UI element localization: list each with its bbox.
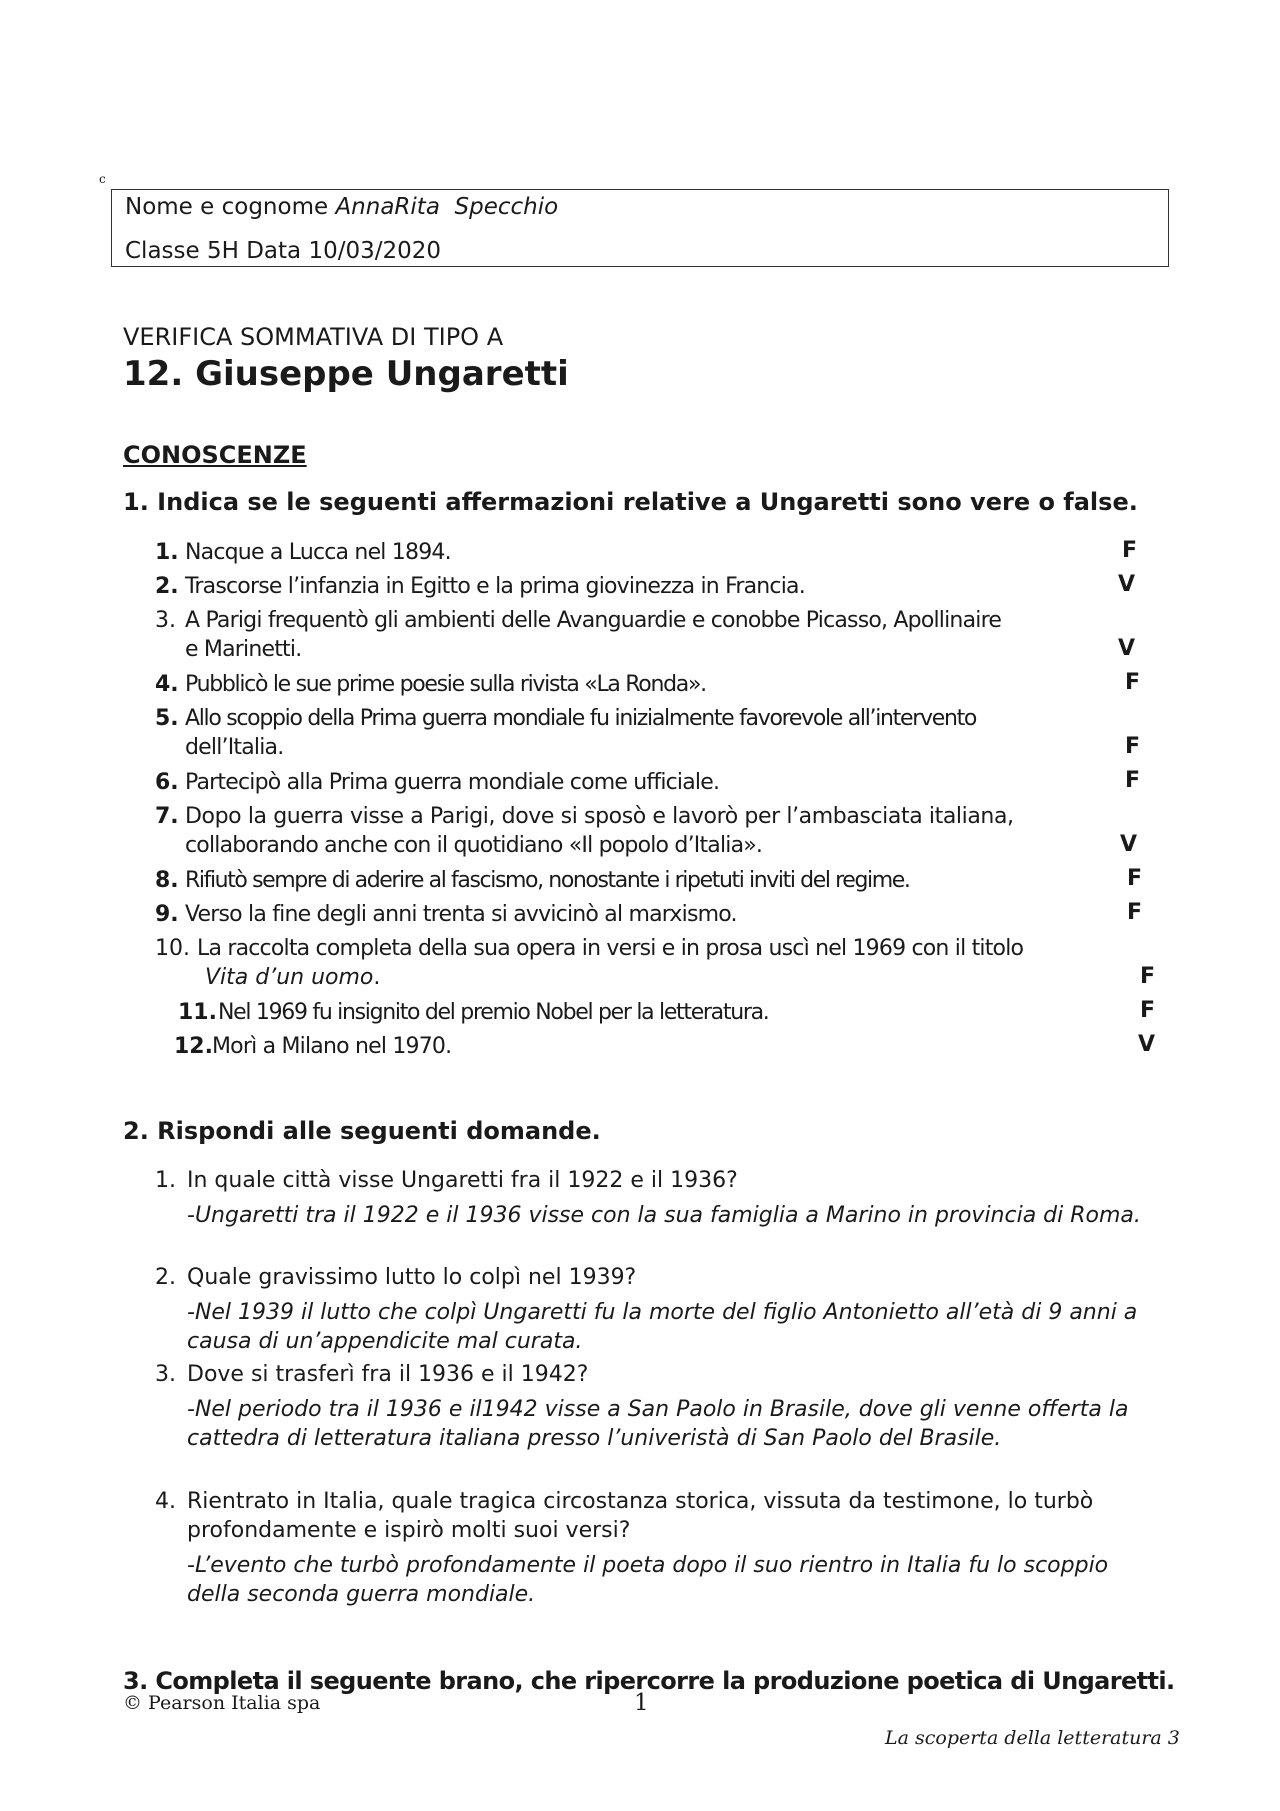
- open-question-answer: -L’evento che turbò profondamente il poeta dopo il suo rientro in Italia fu lo scoppio della seconda guerra mondiale.: [187, 1553, 1109, 1607]
- tf-answer: V: [1138, 1032, 1156, 1057]
- tf-item-text-continued: collaborando anche con il quotidiano «Il popolo d’Italia».: [185, 833, 763, 858]
- tf-item-text: Pubblicò le sue prime poesie sulla rivista «La Ronda».: [185, 672, 706, 697]
- open-question-text: Dove si trasferì fra il 1936 e il 1942?: [187, 1362, 589, 1387]
- student-info-box: [111, 189, 1169, 267]
- tf-answer: F: [1122, 538, 1138, 563]
- tf-item-text-continued: e Marinetti.: [185, 637, 302, 662]
- tf-item-number: 3.: [155, 608, 176, 633]
- name-label: Nome e cognome: [125, 194, 329, 220]
- class-date-line: Classe 5H Data 10/03/2020: [125, 238, 442, 264]
- book-title: La scoperta della letteratura 3: [885, 1727, 1180, 1749]
- tf-item-text: Nel 1969 fu insignito del premio Nobel per la letteratura.: [218, 1000, 769, 1025]
- section-heading-conoscenze: CONOSCENZE: [123, 441, 307, 469]
- open-question-number: 1.: [155, 1168, 176, 1193]
- tf-answer: V: [1118, 572, 1136, 597]
- tf-item-number: 7.: [155, 804, 179, 829]
- tf-answer: F: [1125, 670, 1141, 695]
- tf-item-number: 10.: [155, 936, 190, 961]
- tf-answer: F: [1127, 900, 1143, 925]
- tf-item-number: 1.: [155, 540, 179, 565]
- open-question-text: Rientrato in Italia, quale tragica circostanza storica, vissuta da testimone, lo turbò profondamente e ispirò molti suoi versi?: [187, 1489, 1094, 1543]
- tf-item-text: Dopo la guerra visse a Parigi, dove si sposò e lavorò per l’ambasciata italiana,: [185, 804, 1014, 829]
- tf-item-number: 2.: [155, 574, 179, 599]
- open-question-number: 3.: [155, 1362, 176, 1387]
- page-title: 12. Giuseppe Ungaretti: [123, 354, 569, 394]
- tf-item-number: 12.: [174, 1034, 213, 1059]
- open-question-text: Quale gravissimo lutto lo colpì nel 1939?: [187, 1265, 637, 1290]
- page-number: 1: [634, 1690, 649, 1716]
- name-line: [125, 194, 558, 220]
- tf-answer: F: [1125, 734, 1141, 759]
- tf-item-text: La raccolta completa della sua opera in versi e in prosa uscì nel 1969 con il titolo: [197, 936, 1024, 961]
- tf-item-number: 8.: [155, 868, 179, 893]
- open-question-text: In quale città visse Ungaretti fra il 1922 e il 1936?: [187, 1168, 738, 1193]
- tf-answer: V: [1120, 832, 1138, 857]
- tf-item-number: 5.: [155, 706, 179, 731]
- open-question-answer: -Ungaretti tra il 1922 e il 1936 visse con la sua famiglia a Marino in provincia di Roma.: [187, 1203, 1141, 1228]
- corner-mark: c: [99, 172, 106, 186]
- copyright-notice: © Pearson Italia spa: [123, 1692, 321, 1714]
- tf-answer: F: [1125, 768, 1141, 793]
- tf-item-work-title: Vita d’un uomo: [205, 965, 374, 990]
- question-3: 3. Completa il seguente brano, che ripercorre la produzione poetica di Ungaretti.: [123, 1667, 1175, 1695]
- tf-item-text-suffix: .: [373, 965, 381, 990]
- tf-item-text: A Parigi frequentò gli ambienti delle Avanguardie e conobbe Picasso, Apollinaire: [185, 608, 1002, 633]
- tf-item-text: Morì a Milano nel 1970.: [212, 1034, 452, 1059]
- tf-item-number: 9.: [155, 902, 179, 927]
- tf-item-text: Verso la fine degli anni trenta si avvicinò al marxismo.: [185, 902, 737, 927]
- tf-item-number: 4.: [155, 672, 179, 697]
- tf-item-text: Allo scoppio della Prima guerra mondiale fu inizialmente favorevole all’intervento: [185, 706, 977, 731]
- tf-answer: F: [1140, 964, 1156, 989]
- open-question-number: 2.: [155, 1265, 176, 1290]
- tf-answer: V: [1118, 636, 1136, 661]
- tf-item-text-continued: dell’Italia.: [185, 735, 284, 760]
- open-question-answer: -Nel periodo tra il 1936 e il1942 visse a San Paolo in Brasile, dove gli venne offerta la cattedra di letteratura italiana presso l’univeristà di San Paolo del Brasile.: [187, 1397, 1129, 1451]
- tf-item-text: Nacque a Lucca nel 1894.: [185, 540, 451, 565]
- tf-item-text: Trascorse l’infanzia in Egitto e la prima giovinezza in Francia.: [185, 574, 805, 599]
- student-name: AnnaRita Specchio: [335, 194, 559, 220]
- tf-item-text: Partecipò alla Prima guerra mondiale come ufficiale.: [185, 770, 720, 795]
- tf-answer: F: [1127, 866, 1143, 891]
- tf-answer: F: [1140, 998, 1156, 1023]
- tf-item-text: Rifiutò sempre di aderire al fascismo, nonostante i ripetuti inviti del regime.: [185, 868, 910, 893]
- tf-item-number: 11.: [178, 1000, 217, 1025]
- question-1: 1. Indica se le seguenti affermazioni relative a Ungaretti sono vere o false.: [123, 488, 1138, 516]
- tf-item-number: 6.: [155, 770, 179, 795]
- open-question-answer: -Nel 1939 il lutto che colpì Ungaretti fu la morte del figlio Antonietto all’età di 9 anni a causa di un’appendicite mal curata.: [187, 1300, 1138, 1354]
- question-2: 2. Rispondi alle seguenti domande.: [123, 1117, 601, 1145]
- test-subtitle: VERIFICA SOMMATIVA DI TIPO A: [123, 323, 504, 351]
- open-question-number: 4.: [155, 1489, 176, 1514]
